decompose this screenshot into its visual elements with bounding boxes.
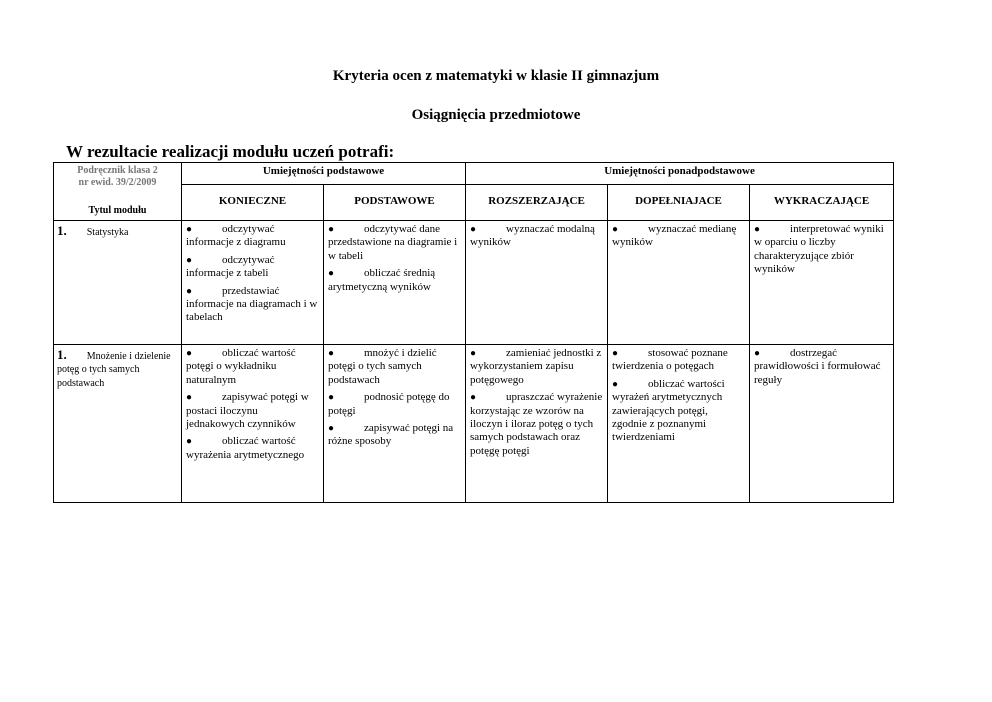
bullet-icon: ● xyxy=(470,224,477,235)
list-item xyxy=(470,391,603,458)
bullet-icon: ● xyxy=(612,378,619,390)
criterion-text: odczytywać informacje z diagramu xyxy=(186,223,286,249)
corner-cell xyxy=(54,163,182,221)
bullet-icon: ● xyxy=(470,348,477,359)
list-item xyxy=(754,223,889,277)
list-item xyxy=(328,267,461,294)
list-item xyxy=(328,347,461,387)
list-item xyxy=(328,391,461,418)
list-item xyxy=(328,223,461,263)
list-item xyxy=(612,223,745,250)
criterion-text: mnożyć i dzielić potęgi o tych samych podstawach xyxy=(328,347,437,386)
criterion-text: zapisywać potęgi na różne sposoby xyxy=(328,422,454,448)
list-item xyxy=(470,223,603,250)
module-name: Mnożenie i dzielenie potęg o tych samych podstawach xyxy=(57,351,171,389)
list-item xyxy=(612,378,745,445)
criterion-text: interpretować wyniki w oparciu o liczby charakteryzujące zbiór wyników xyxy=(754,223,884,276)
column-header-podstawowe: PODSTAWOWE xyxy=(324,185,466,221)
criterion-text: obliczać wartość potęgi o wykładniku naturalnym xyxy=(186,347,296,386)
criterion-text: odczytywać dane przedstawione na diagramie i w tabeli xyxy=(328,223,458,262)
criterion-text: podnosić potęgę do potęgi xyxy=(328,391,450,417)
bullet-icon: ● xyxy=(186,285,193,297)
list-item xyxy=(328,422,461,449)
criterion-text: wyznaczać medianę wyników xyxy=(612,223,737,249)
module-cell xyxy=(54,345,182,503)
column-header-konieczne: KONIECZNE xyxy=(182,185,324,221)
bullet-icon: ● xyxy=(470,392,477,404)
bullet-icon: ● xyxy=(328,392,335,404)
list-item xyxy=(754,347,889,387)
bullet-icon: ● xyxy=(186,254,193,266)
list-item xyxy=(186,254,319,281)
column-header-wykraczajace: WYKRACZAJĄCE xyxy=(750,185,894,221)
criterion-text: odczytywać informacje z tabeli xyxy=(186,253,275,280)
criteria-cell xyxy=(466,221,608,345)
criterion-text: zapisywać potęgi w postaci iloczynu jednakowych czynników xyxy=(186,391,309,431)
bullet-icon: ● xyxy=(612,348,619,359)
list-item xyxy=(186,435,319,462)
criterion-text: przedstawiać informacje na diagramach i w tabelach xyxy=(186,284,318,324)
list-item xyxy=(470,347,603,387)
module-cell xyxy=(54,221,182,345)
criteria-cell xyxy=(182,221,324,345)
list-item xyxy=(612,347,745,374)
bullet-icon: ● xyxy=(186,348,193,359)
bullet-icon: ● xyxy=(328,224,335,235)
criteria-cell xyxy=(750,345,894,503)
list-item xyxy=(186,347,319,387)
criteria-cell xyxy=(182,345,324,503)
bullet-icon: ● xyxy=(328,268,335,280)
module-number: 1. xyxy=(57,347,67,362)
criterion-text: obliczać wartość wyrażenia arytmetycznego xyxy=(186,435,305,461)
bullet-icon: ● xyxy=(186,392,193,404)
document-title: Kryteria ocen z matematyki w klasie II gimnazjum xyxy=(332,68,660,84)
criteria-cell xyxy=(324,345,466,503)
bullet-icon: ● xyxy=(328,423,335,435)
criterion-text: obliczać wartości wyrażeń arytmetycznych zawierających potęgi, zgodnie z poznanymi twierdzeniami xyxy=(612,377,725,444)
criterion-text: zamieniać jednostki z wykorzystaniem zapisu potęgowego xyxy=(470,347,602,386)
criteria-cell xyxy=(466,345,608,503)
table-row xyxy=(54,221,894,345)
list-item xyxy=(186,223,319,250)
criteria-cell xyxy=(750,221,894,345)
criterion-text: upraszczać wyrażenie korzystając ze wzorów na iloczyn i iloraz potęg o tych samych podstawach oraz potęgę potęgi xyxy=(470,391,603,457)
group-header-advanced: Umiejętności ponadpodstawowe xyxy=(466,163,894,185)
bullet-icon: ● xyxy=(754,224,761,235)
criterion-text: wyznaczać modalną wyników xyxy=(470,223,595,249)
module-number: 1. xyxy=(57,223,67,238)
section-heading: W rezultacie realizacji modułu uczeń potrafi: xyxy=(66,142,395,161)
column-header-dopelniajace: DOPEŁNIAJACE xyxy=(608,185,750,221)
registration-number: nr ewid. 39/2/2009 xyxy=(78,176,157,188)
textbook-label: Podręcznik klasa 2 xyxy=(77,165,158,176)
bullet-icon: ● xyxy=(754,348,761,359)
bullet-icon: ● xyxy=(186,436,193,448)
bullet-icon: ● xyxy=(186,224,193,235)
column-header-rozszerzajace: ROZSZERZAJĄCE xyxy=(466,185,608,221)
document-subtitle: Osiągnięcia przedmiotowe xyxy=(411,107,581,123)
list-item xyxy=(186,285,319,325)
list-item xyxy=(186,391,319,431)
criteria-table xyxy=(53,162,894,503)
group-header-basic: Umiejętności podstawowe xyxy=(182,163,466,185)
bullet-icon: ● xyxy=(328,348,335,359)
module-name: Statystyka xyxy=(86,227,129,238)
criterion-text: stosować poznane twierdzenia o potęgach xyxy=(612,347,728,373)
criteria-cell xyxy=(324,221,466,345)
criteria-cell xyxy=(608,345,750,503)
table-row xyxy=(54,345,894,503)
criteria-cell xyxy=(608,221,750,345)
criterion-text: dostrzegać prawidłowości i formułować reguły xyxy=(754,347,881,386)
criterion-text: obliczać średnią arytmetyczną wyników xyxy=(328,267,436,293)
bullet-icon: ● xyxy=(612,224,619,235)
module-title-header: Tytul modułu xyxy=(88,205,147,216)
